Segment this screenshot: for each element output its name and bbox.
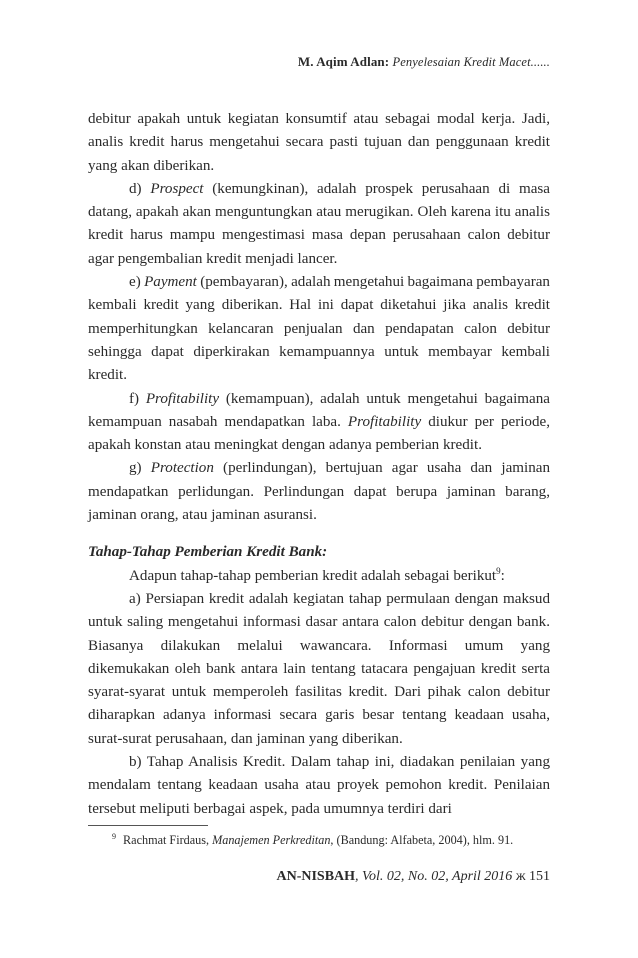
page-number: 151 xyxy=(529,869,550,884)
paragraph-analisis: b) Tahap Analisis Kredit. Dalam tahap ini, diadakan penilaian yang mendalam tentang keadaan usaha atau proyek pemohon kredit. Penilaian tersebut meliputi berbagai aspek, pada umumnya terdiri dari xyxy=(88,754,550,817)
paragraph-text: Adapun tahap-tahap pemberian kredit adalah sebagai berikut xyxy=(129,567,497,584)
term-protection: Protection xyxy=(150,460,214,477)
item-label: f) xyxy=(129,390,140,407)
paragraph-text: (pembayaran), adalah mengetahui bagaimana pembayaran kembali kredit yang diberikan. Hal ini dapat diketahui jika analis kredit memperhitungkan kelancaran penjualan dan pendapatan calon debitur sehingga dapat diperkirakan kemampuannya untuk membayar kembali kredit. xyxy=(88,274,550,384)
item-label: g) xyxy=(129,460,142,477)
header-title: Penyelesaian Kredit Macet...... xyxy=(392,55,550,69)
footer-journal: AN-NISBAH xyxy=(276,869,356,884)
term-payment: Payment xyxy=(144,274,197,291)
paragraph-text: (kemampuan), adalah untuk mengetahui bagaimana kemampuan nasabah mendapatkan laba. xyxy=(88,390,550,430)
paragraph-text: (kemungkinan), adalah prospek perusahaan di masa datang, apakah akan menguntungkan atau merugikan. Oleh karena itu analis kredit harus mampu mengestimasi masa depan perusahaan calon debitur agar pengembalian kredit menjadi lancer. xyxy=(88,180,550,267)
term-profitability: Profitability xyxy=(145,390,220,407)
paragraph-tail: : xyxy=(500,567,505,584)
paragraph-intro xyxy=(88,565,550,588)
paragraph-text: diukur per periode, apakah konstan atau meningkat dengan adanya pemberian kredit. xyxy=(88,413,550,454)
paragraph-prospect xyxy=(88,178,550,271)
item-label: e) xyxy=(129,274,141,291)
footnote-author: Rachmat Firdaus, xyxy=(123,833,210,847)
header-author: M. Aqim Adlan: xyxy=(297,54,390,69)
term-prospect: Prospect xyxy=(150,180,204,197)
running-footer xyxy=(276,869,550,885)
footnote-rest: , (Bandung: Alfabeta, 2004), hlm. 91. xyxy=(330,833,514,847)
footnote-book: Manajemen Perkreditan xyxy=(212,833,331,847)
footnote-number: 9 xyxy=(112,831,116,841)
paragraph-text: (perlindungan), bertujuan agar usaha dan jaminan mendapatkan perlidungan. Perlindungan dapat berupa jaminan barang, jaminan orang, atau jaminan asuransi. xyxy=(88,460,550,524)
paragraph-payment xyxy=(88,271,550,387)
item-label: d) xyxy=(129,180,142,197)
paragraph-persiapan: a) Persiapan kredit adalah kegiatan tahap permulaan dengan maksud untuk saling mengetahui informasi dasar antara calon debitur dengan bank. Biasanya dilakukan melalui wawancara. Informasi umum yang dikemukakan oleh bank antara lain tentang tatacara pengajuan kredit serta syarat-syarat untuk memperoleh fasilitas kredit. Dari pihak calon debitur diharapkan adanya informasi secara garis besar tentang keadaan usaha, surat-surat perusahaan, dan jaminan yang diberikan. xyxy=(88,590,550,747)
footer-issue: , Vol. 02, No. 02, April 2016 xyxy=(355,869,513,884)
paragraph-profitability xyxy=(88,388,550,458)
paragraph-1: debitur apakah untuk kegiatan konsumtif atau sebagai modal kerja. Jadi, analis kredit harus mengetahui secara pasti tujuan dan penggunaan kredit yang akan diberikan. xyxy=(88,111,550,174)
footnote-ref: 9 xyxy=(496,565,501,576)
running-header xyxy=(298,54,550,70)
paragraph-protection xyxy=(88,457,550,527)
footnote xyxy=(112,832,552,848)
section-heading: Tahap-Tahap Pemberian Kredit Bank: xyxy=(88,544,328,561)
term-profitability-2: Profitability xyxy=(347,413,422,430)
footnote-rule xyxy=(88,825,208,826)
body-text xyxy=(88,108,550,821)
footer-separator: ж xyxy=(515,869,526,884)
